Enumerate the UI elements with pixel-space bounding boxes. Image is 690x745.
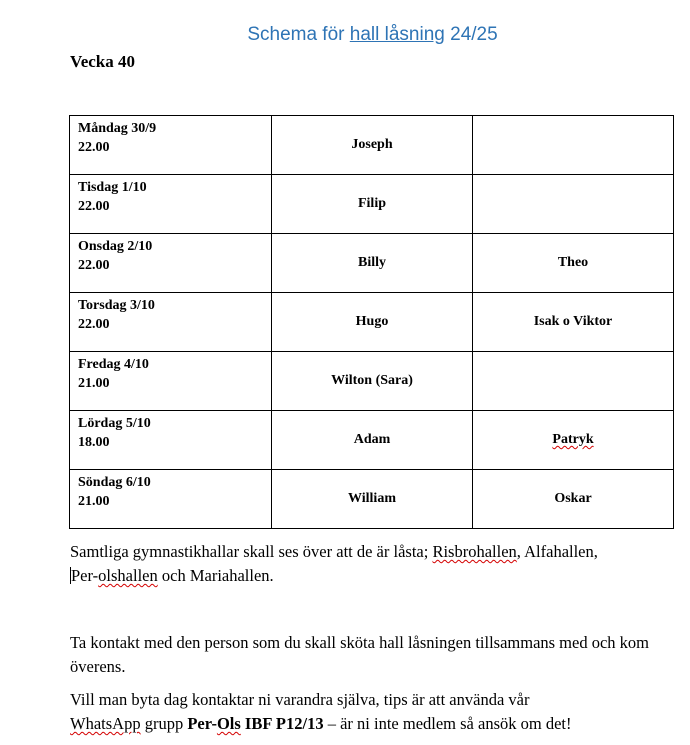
misspelled-word: Risbrohallen: [432, 542, 517, 561]
contact-paragraph: Ta kontakt med den person som du skall sköta hall låsningen tillsammans med och kom överens.: [70, 633, 649, 676]
table-row: [70, 175, 674, 234]
misspelled-word: WhatsApp: [70, 714, 141, 733]
title-underlined: hall låsning: [349, 24, 445, 45]
table-row: [70, 116, 674, 175]
person2-cell: [473, 352, 674, 411]
person2-cell: [473, 175, 674, 234]
person1-cell: Adam: [272, 411, 473, 470]
day-label: Tisdag 1/10: [78, 180, 147, 195]
title-suffix: 24/25: [444, 24, 498, 45]
table-row: [70, 293, 674, 352]
day-cell: [70, 470, 272, 529]
person2-cell: [473, 116, 674, 175]
misspelled-word: Ols: [216, 714, 241, 733]
day-cell: [70, 234, 272, 293]
time-label: 21.00: [78, 376, 110, 391]
person1-cell: William: [272, 470, 473, 529]
text-span: grupp: [140, 714, 188, 733]
person1-cell: Joseph: [272, 116, 473, 175]
time-label: 21.00: [78, 494, 110, 509]
text-span: – är ni inte medlem så ansök om det!: [323, 714, 572, 733]
table-row: [70, 470, 674, 529]
schedule-table: [69, 115, 674, 529]
text-span: Per-: [71, 566, 99, 585]
person2-cell: Isak o Viktor: [473, 293, 674, 352]
time-label: 18.00: [78, 435, 110, 450]
document-title: [0, 24, 690, 46]
text-span: Samtliga gymnastikhallar skall ses över att de är låsta;: [70, 542, 433, 561]
group-name: [187, 714, 323, 733]
person2-label: Patryk: [552, 432, 594, 447]
misspelled-word: olshallen: [98, 566, 158, 585]
person2-cell: [473, 411, 674, 470]
day-cell: [70, 175, 272, 234]
day-label: Lördag 5/10: [78, 416, 151, 431]
text-span: , Alfahallen,: [516, 542, 598, 561]
day-cell: [70, 293, 272, 352]
time-label: 22.00: [78, 140, 110, 155]
title-prefix: Schema för: [247, 24, 350, 45]
day-label: Fredag 4/10: [78, 357, 149, 372]
person1-cell: Wilton (Sara): [272, 352, 473, 411]
time-label: 22.00: [78, 258, 110, 273]
person1-cell: Filip: [272, 175, 473, 234]
day-cell: [70, 352, 272, 411]
time-label: 22.00: [78, 199, 110, 214]
table-row: [70, 352, 674, 411]
day-cell: [70, 116, 272, 175]
text-span: IBF P12/13: [240, 714, 324, 733]
table-row: [70, 234, 674, 293]
person2-cell: Theo: [473, 234, 674, 293]
day-cell: [70, 411, 272, 470]
day-label: Onsdag 2/10: [78, 239, 153, 254]
person1-cell: Hugo: [272, 293, 473, 352]
day-label: Söndag 6/10: [78, 475, 151, 490]
table-row: [70, 411, 674, 470]
person2-cell: Oskar: [473, 470, 674, 529]
day-label: Måndag 30/9: [78, 121, 157, 136]
text-span: Per-: [187, 714, 217, 733]
person1-cell: Billy: [272, 234, 473, 293]
week-heading: Vecka 40: [70, 52, 136, 71]
swap-paragraph: [70, 688, 680, 736]
day-label: Torsdag 3/10: [78, 298, 155, 313]
time-label: 22.00: [78, 317, 110, 332]
text-span: Vill man byta dag kontaktar ni varandra själva, tips är att använda vår: [70, 690, 530, 709]
text-span: och Mariahallen.: [157, 566, 274, 585]
halls-paragraph: [70, 540, 680, 588]
